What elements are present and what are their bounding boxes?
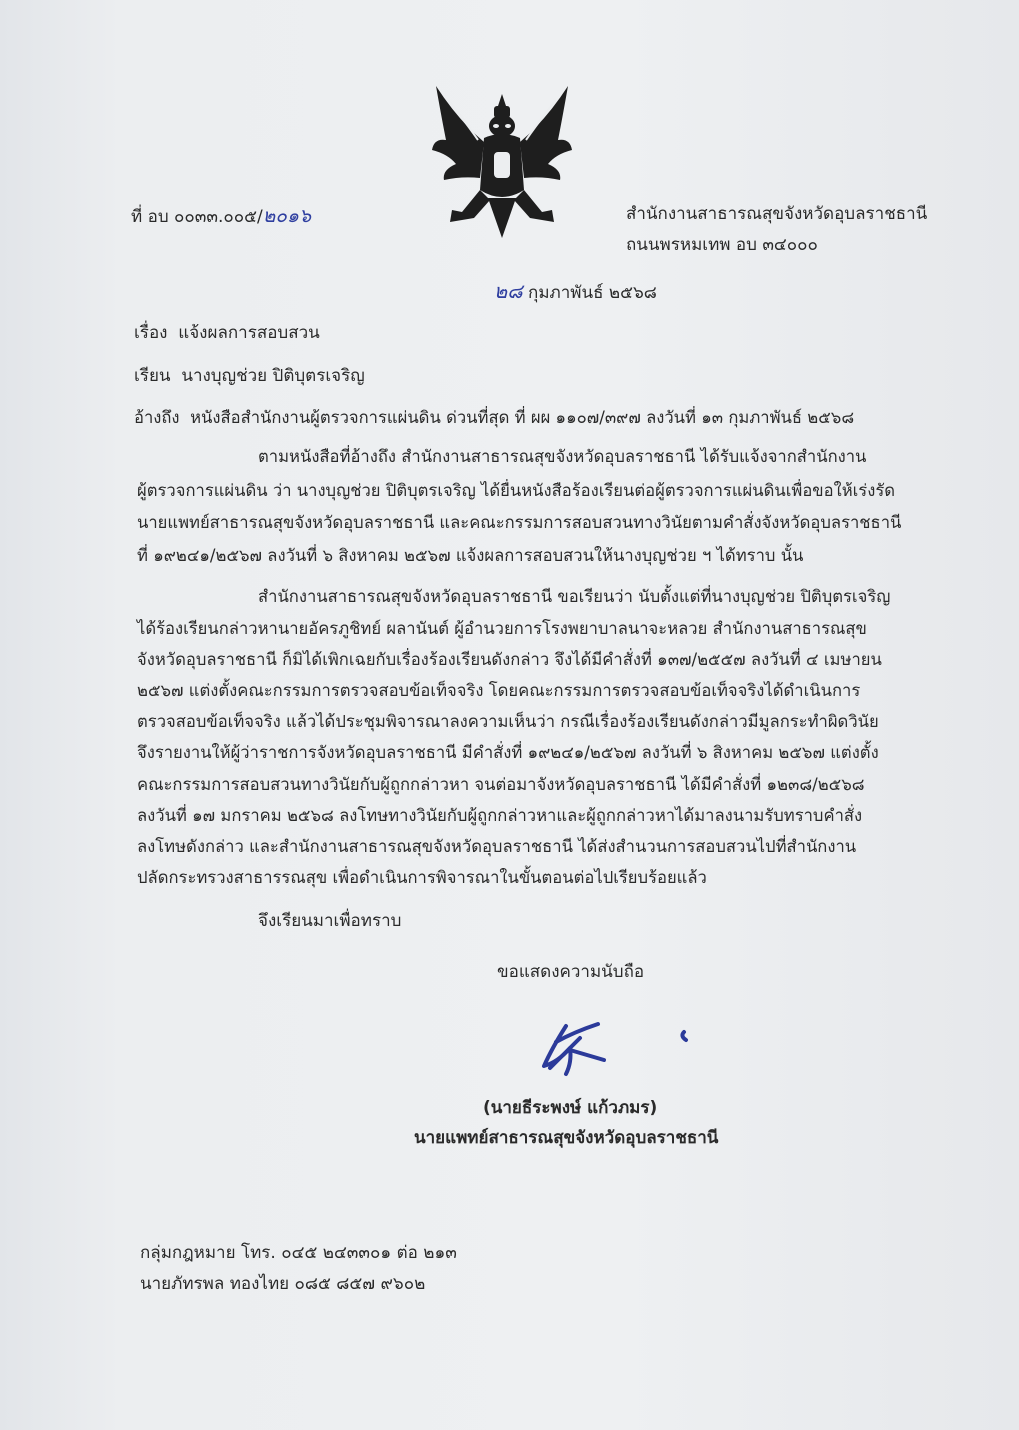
recipient-label: เรียน: [134, 366, 171, 386]
subject-label: เรื่อง: [134, 323, 168, 343]
garuda-emblem-icon: [428, 80, 576, 240]
letter-date: [494, 280, 657, 304]
reference-text: หนังสือสำนักงานผู้ตรวจการแผ่นดิน ด่วนที่สุด ที่ ผผ ๑๑๐๗/๓๙๗ ลงวันที่ ๑๓ กุมภาพันธ์ ๒๕๖๘: [190, 408, 855, 427]
subject-line: [134, 322, 320, 344]
paragraph-line: ลงโทษดังกล่าว และสำนักงานสาธารณสุขจังหวัดอุบลราชธานี ได้ส่งสำนวนการสอบสวนไปที่สำนักงาน: [137, 837, 857, 856]
paragraph-line: ปลัดกระทรวงสาธารรณสุข เพื่อดำเนินการพิจารณาในขั้นตอนต่อไปเรียบร้อยแล้ว: [137, 868, 707, 887]
date-day-handwritten: ๒๘: [494, 279, 523, 303]
contact-person: นายภัทรพล ทองไทย ๐๘๕ ๘๕๗ ๙๖๐๒: [140, 1274, 426, 1294]
paragraph-line: ผู้ตรวจการแผ่นดิน ว่า นางบุญช่วย ปิติบุตรเจริญ ได้ยื่นหนังสือร้องเรียนต่อผู้ตรวจการแผ่นดินเพื่อขอให้เร่งรัด: [137, 481, 896, 500]
paragraph-line: สำนักงานสาธารณสุขจังหวัดอุบลราชธานี ขอเรียนว่า นับตั้งแต่ที่นางบุญช่วย ปิติบุตรเจริญ: [258, 587, 891, 606]
paragraph-line: จังหวัดอุบลราชธานี ก็มิได้เพิกเฉยกับเรื่องร้องเรียนดังกล่าว จึงได้มีคำสั่งที่ ๑๓๗/๒๕๕๗ ลงวันที่ ๔ เมษายน: [137, 650, 882, 669]
paragraph-line: ตามหนังสือที่อ้างถึง สำนักงานสาธารณสุขจังหวัดอุบลราชธานี ได้รับแจ้งจากสำนักงาน: [258, 447, 867, 466]
reference-line: [134, 407, 854, 429]
paragraph-line: ๒๕๖๗ แต่งตั้งคณะกรรมการตรวจสอบข้อเท็จจริง โดยคณะกรรมการตรวจสอบข้อเท็จจริงได้ดำเนินการ: [137, 681, 861, 700]
paragraph-line: ได้ร้องเรียนกล่าวหานายอัครภูชิทย์ ผลานันต์ ผู้อำนวยการโรงพยาบาลนาจะหลวย สำนักงานสาธารณสุข: [137, 619, 867, 638]
contact-phone: กลุ่มกฎหมาย โทร. ๐๔๕ ๒๔๓๓๐๑ ต่อ ๒๑๓: [140, 1243, 457, 1263]
handwritten-signature: [530, 1018, 710, 1080]
signer-title: นายแพทย์สาธารณสุขจังหวัดอุบลราชธานี: [414, 1128, 719, 1148]
closing-line: จึงเรียนมาเพื่อทราบ: [258, 911, 402, 931]
paragraph-line: จึงรายงานให้ผู้ว่าราชการจังหวัดอุบลราชธานี มีคำสั่งที่ ๑๙๒๔๑/๒๕๖๗ ลงวันที่ ๖ สิงหาคม ๒๕๖๗ แต่งตั้ง: [137, 743, 879, 762]
paragraph-line: ตรวจสอบข้อเท็จจริง แล้วได้ประชุมพิจารณาลงความเห็นว่า กรณีเรื่องร้องเรียนดังกล่าวมีมูลกระทำผิดวินัย: [137, 712, 879, 731]
paragraph-line: ลงวันที่ ๑๗ มกราคม ๒๕๖๘ ลงโทษทางวินัยกับผู้ถูกกล่าวหาและผู้ถูกกล่าวหาได้มาลงนามรับทราบคำสั่ง: [137, 806, 863, 825]
office-address: ถนนพรหมเทพ อบ ๓๔๐๐๐: [626, 235, 818, 255]
ref-prefix: ที่ อบ ๐๐๓๓.๐๐๕/: [131, 207, 263, 227]
recipient-text: นางบุญช่วย ปิติบุตรเจริญ: [181, 366, 365, 386]
paragraph-line: คณะกรรมการสอบสวนทางวินัยกับผู้ถูกกล่าวหา จนต่อมาจังหวัดอุบลราชธานี ได้มีคำสั่งที่ ๑๒๓๘/๒๕๖๘: [137, 775, 865, 794]
recipient-line: [134, 365, 365, 387]
date-month-year: กุมภาพันธ์ ๒๕๖๘: [528, 283, 657, 303]
reference-label: อ้างถึง: [134, 408, 180, 427]
office-name: สำนักงานสาธารณสุขจังหวัดอุบลราชธานี: [626, 204, 928, 224]
paragraph-line: นายแพทย์สาธารณสุขจังหวัดอุบลราชธานี และคณะกรรมการสอบสวนทางวินัยตามคำสั่งจังหวัดอุบลราชธานี: [137, 513, 902, 532]
ref-handwritten: ๒๐๑๖: [262, 205, 312, 227]
paragraph-line: ที่ ๑๙๒๔๑/๒๕๖๗ ลงวันที่ ๖ สิงหาคม ๒๕๖๗ แจ้งผลการสอบสวนให้นางบุญช่วย ฯ ได้ทราบ นั้น: [137, 546, 804, 565]
signer-name: (นายธีระพงษ์ แก้วภมร): [483, 1098, 658, 1118]
regards-line: ขอแสดงความนับถือ: [497, 962, 645, 982]
subject-text: แจ้งผลการสอบสวน: [178, 323, 320, 343]
document-ref: [131, 205, 311, 228]
